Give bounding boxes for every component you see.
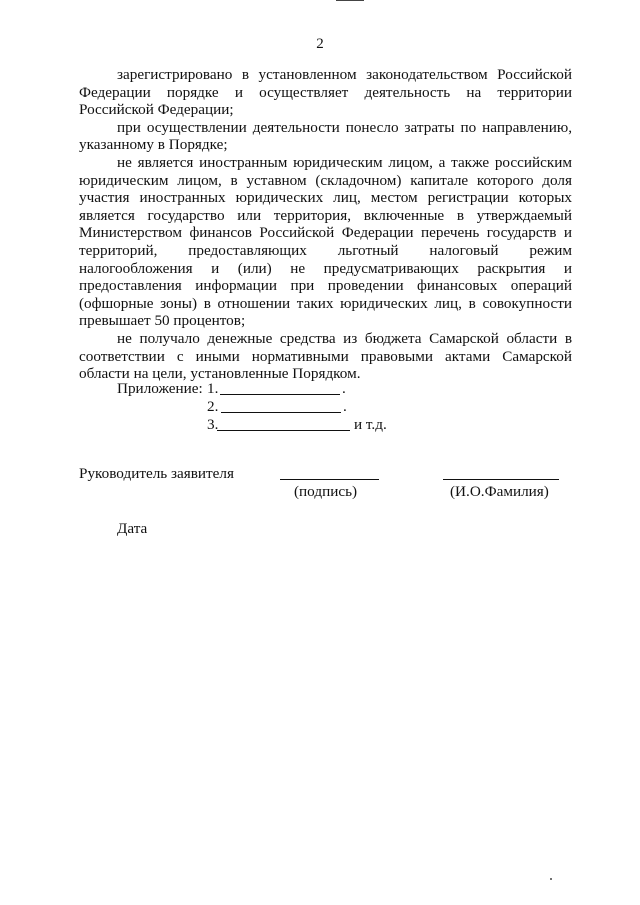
- attachment-row: [117, 416, 387, 434]
- attachment-row: [117, 380, 346, 398]
- page-number: 2: [316, 36, 324, 52]
- scan-artifact: [550, 878, 552, 880]
- signature-line[interactable]: [280, 463, 379, 480]
- paragraph-expenses: при осуществлении деятельности понесло затраты по направлению, указанному в Порядке;: [79, 118, 572, 154]
- attachment-tail: и т.д.: [354, 416, 387, 433]
- attachment-tail: .: [343, 398, 347, 415]
- name-line[interactable]: [443, 463, 559, 480]
- paragraph-budget-funds: не получало денежные средства из бюджета Самарской области в соответствии с иными нормативными правовыми актами Самарской области на цели, установленные Порядком.: [79, 329, 572, 383]
- attachment-blank-line[interactable]: [220, 380, 340, 395]
- date-label: Дата: [117, 520, 148, 537]
- attachments-label: Приложение:: [117, 380, 203, 397]
- attachment-number: 1.: [207, 380, 219, 397]
- attachment-blank-line[interactable]: [221, 398, 341, 413]
- scan-artifact: [336, 0, 364, 1]
- signature-caption: (подпись): [294, 483, 358, 500]
- attachment-row: [117, 398, 347, 416]
- paragraph-registration: зарегистрировано в установленном законодательством Российской Федерации порядке и осуществляет деятельность на территории Российской Федерации;: [79, 66, 572, 119]
- attachment-tail: .: [342, 380, 346, 397]
- attachment-blank-line[interactable]: [217, 416, 350, 431]
- declaration-text: [79, 66, 572, 383]
- name-caption: (И.О.Фамилия): [450, 483, 549, 500]
- paragraph-foreign-status: не является иностранным юридическим лицом, а также российским юридическим лицом, в уставном (складочном) капитале которого доля участия иностранных юридических лиц, местом регистрации которых является государство или территория, включенные в утверждаемый Министерством финансов Российской Федерации перечень государств и территорий, предоставляющих льготный налоговый режим налогообложения и (или) не предусматривающих раскрытия и предоставления информации при проведении финансовых операций (офшорные зоны) в отношении таких юридических лиц, в совокупности превышает 50 процентов;: [79, 153, 572, 330]
- attachments-list: [117, 380, 387, 434]
- attachment-number: 2.: [207, 398, 219, 415]
- signature-label: Руководитель заявителя: [79, 465, 234, 482]
- attachment-number: 3.: [207, 416, 219, 433]
